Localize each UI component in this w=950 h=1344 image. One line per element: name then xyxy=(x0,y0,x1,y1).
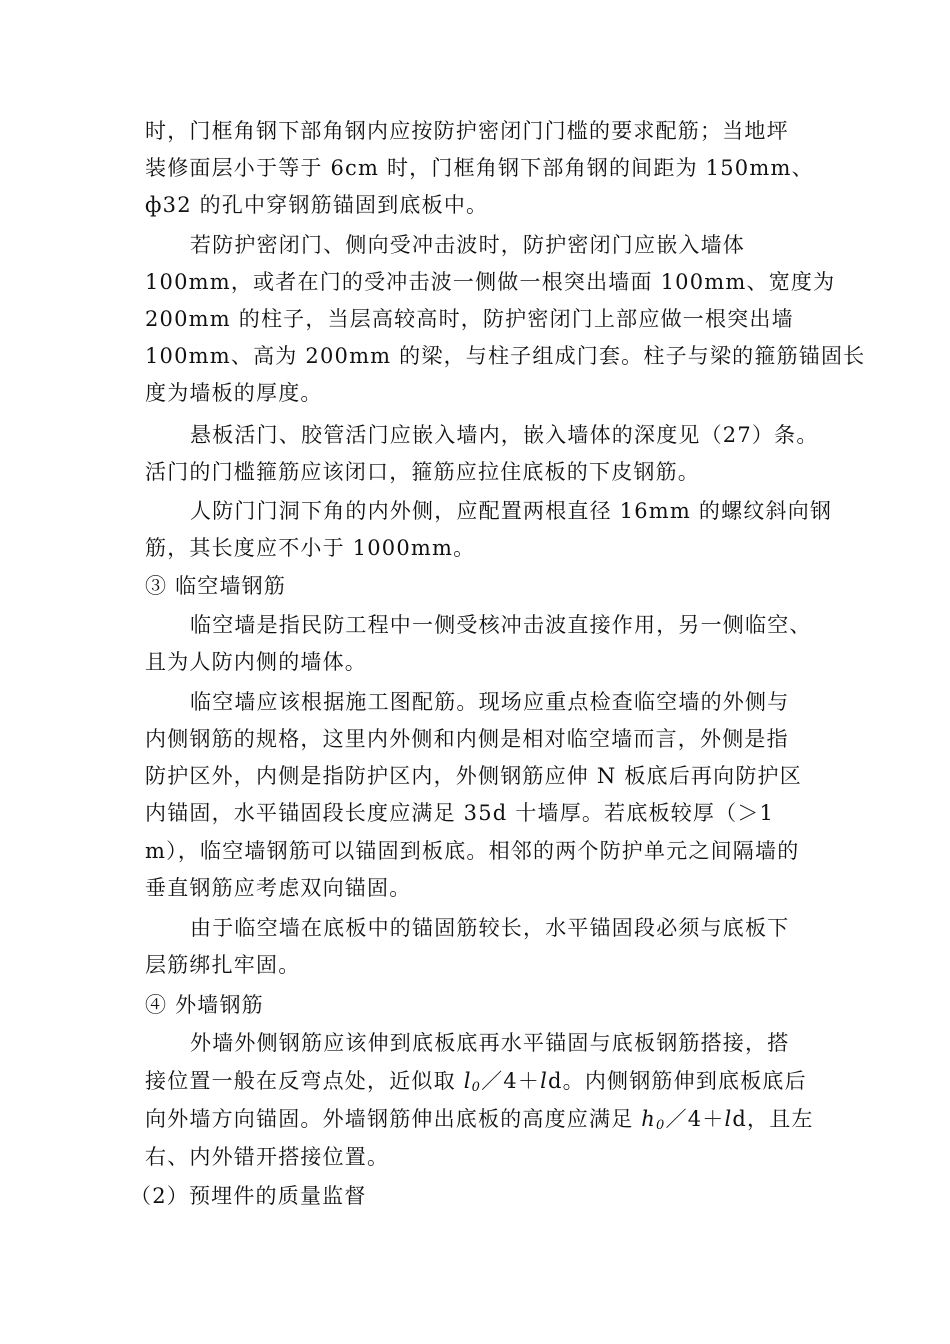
text-line: 垂直钢筋应考虑双向锚固。 xyxy=(145,876,412,900)
text-line: 临空墙应该根据施工图配筋。现场应重点检查临空墙的外侧与 xyxy=(190,690,790,714)
text-line: 防护区外，内侧是指防护区内，外侧钢筋应伸 N 板底后再向防护区 xyxy=(145,764,802,788)
text-line: m），临空墙钢筋可以锚固到板底。相邻的两个防护单元之间隔墙的 xyxy=(145,839,800,863)
text-span: 接位置一般在反弯点处，近似取 xyxy=(145,1069,464,1093)
formula-var: h xyxy=(641,1107,657,1131)
text-line: 度为墙板的厚度。 xyxy=(145,381,323,405)
text-line: 悬板活门、胶管活门应嵌入墙内，嵌入墙体的深度见（27）条。 xyxy=(190,423,819,447)
text-line: 若防护密闭门、侧向受冲击波时，防护密闭门应嵌入墙体 xyxy=(190,233,745,257)
text-line: 层筋绑扎牢固。 xyxy=(145,953,301,977)
formula-subscript: 0 xyxy=(471,1080,482,1095)
formula-line xyxy=(145,1106,814,1132)
text-line: 200mm 的柱子，当层高较高时，防护密闭门上部应做一根突出墙 xyxy=(145,307,794,331)
text-span: d，且左 xyxy=(732,1107,814,1131)
text-span: ／4＋ xyxy=(481,1069,541,1093)
text-span: d。内侧钢筋伸到底板底后 xyxy=(547,1069,807,1093)
formula-var: l xyxy=(540,1069,548,1093)
formula-subscript: 0 xyxy=(656,1118,666,1133)
text-line: 临空墙是指民防工程中一侧受核冲击波直接作用，另一侧临空、 xyxy=(190,613,812,637)
text-line: 且为人防内侧的墙体。 xyxy=(145,650,367,674)
text-line: 时，门框角钢下部角钢内应按防护密闭门门槛的要求配筋；当地坪 xyxy=(145,119,789,143)
text-line: 活门的门槛箍筋应该闭口，箍筋应拉住底板的下皮钢筋。 xyxy=(145,460,700,484)
formula-var: l xyxy=(724,1107,733,1131)
text-line: 由于临空墙在底板中的锚固筋较长，水平锚固段必须与底板下 xyxy=(190,916,790,940)
text-line: 筋，其长度应不小于 1000mm。 xyxy=(145,536,476,560)
text-span: ／4＋ xyxy=(665,1107,725,1131)
section-heading: （2）预埋件的质量监督 xyxy=(130,1184,367,1208)
text-line: 右、内外错开搭接位置。 xyxy=(145,1145,390,1169)
text-line: 100mm，或者在门的受冲击波一侧做一根突出墙面 100mm、宽度为 xyxy=(145,270,836,294)
text-line: 人防门门洞下角的内外侧，应配置两根直径 16mm 的螺纹斜向钢 xyxy=(190,499,833,523)
subsection-heading: ④ 外墙钢筋 xyxy=(145,993,264,1017)
text-span: 向外墙方向锚固。外墙钢筋伸出底板的高度应满足 xyxy=(145,1107,642,1131)
formula-line xyxy=(145,1068,807,1094)
text-line: 内侧钢筋的规格，这里内外侧和内侧是相对临空墙而言，外侧是指 xyxy=(145,727,789,751)
text-line: 100mm、高为 200mm 的梁，与柱子组成门套。柱子与梁的箍筋锚固长 xyxy=(145,344,866,368)
text-line: 外墙外侧钢筋应该伸到底板底再水平锚固与底板钢筋搭接，搭 xyxy=(190,1031,790,1055)
text-line: 装修面层小于等于 6cm 时，门框角钢下部角钢的间距为 150mm、 xyxy=(145,156,814,180)
formula-var: l xyxy=(463,1069,472,1093)
subsection-heading: ③ 临空墙钢筋 xyxy=(145,574,287,598)
text-line: ф32 的孔中穿钢筋锚固到底板中。 xyxy=(145,193,489,217)
text-line: 内锚固，水平锚固段长度应满足 35d 十墙厚。若底板较厚（＞1 xyxy=(145,801,775,825)
